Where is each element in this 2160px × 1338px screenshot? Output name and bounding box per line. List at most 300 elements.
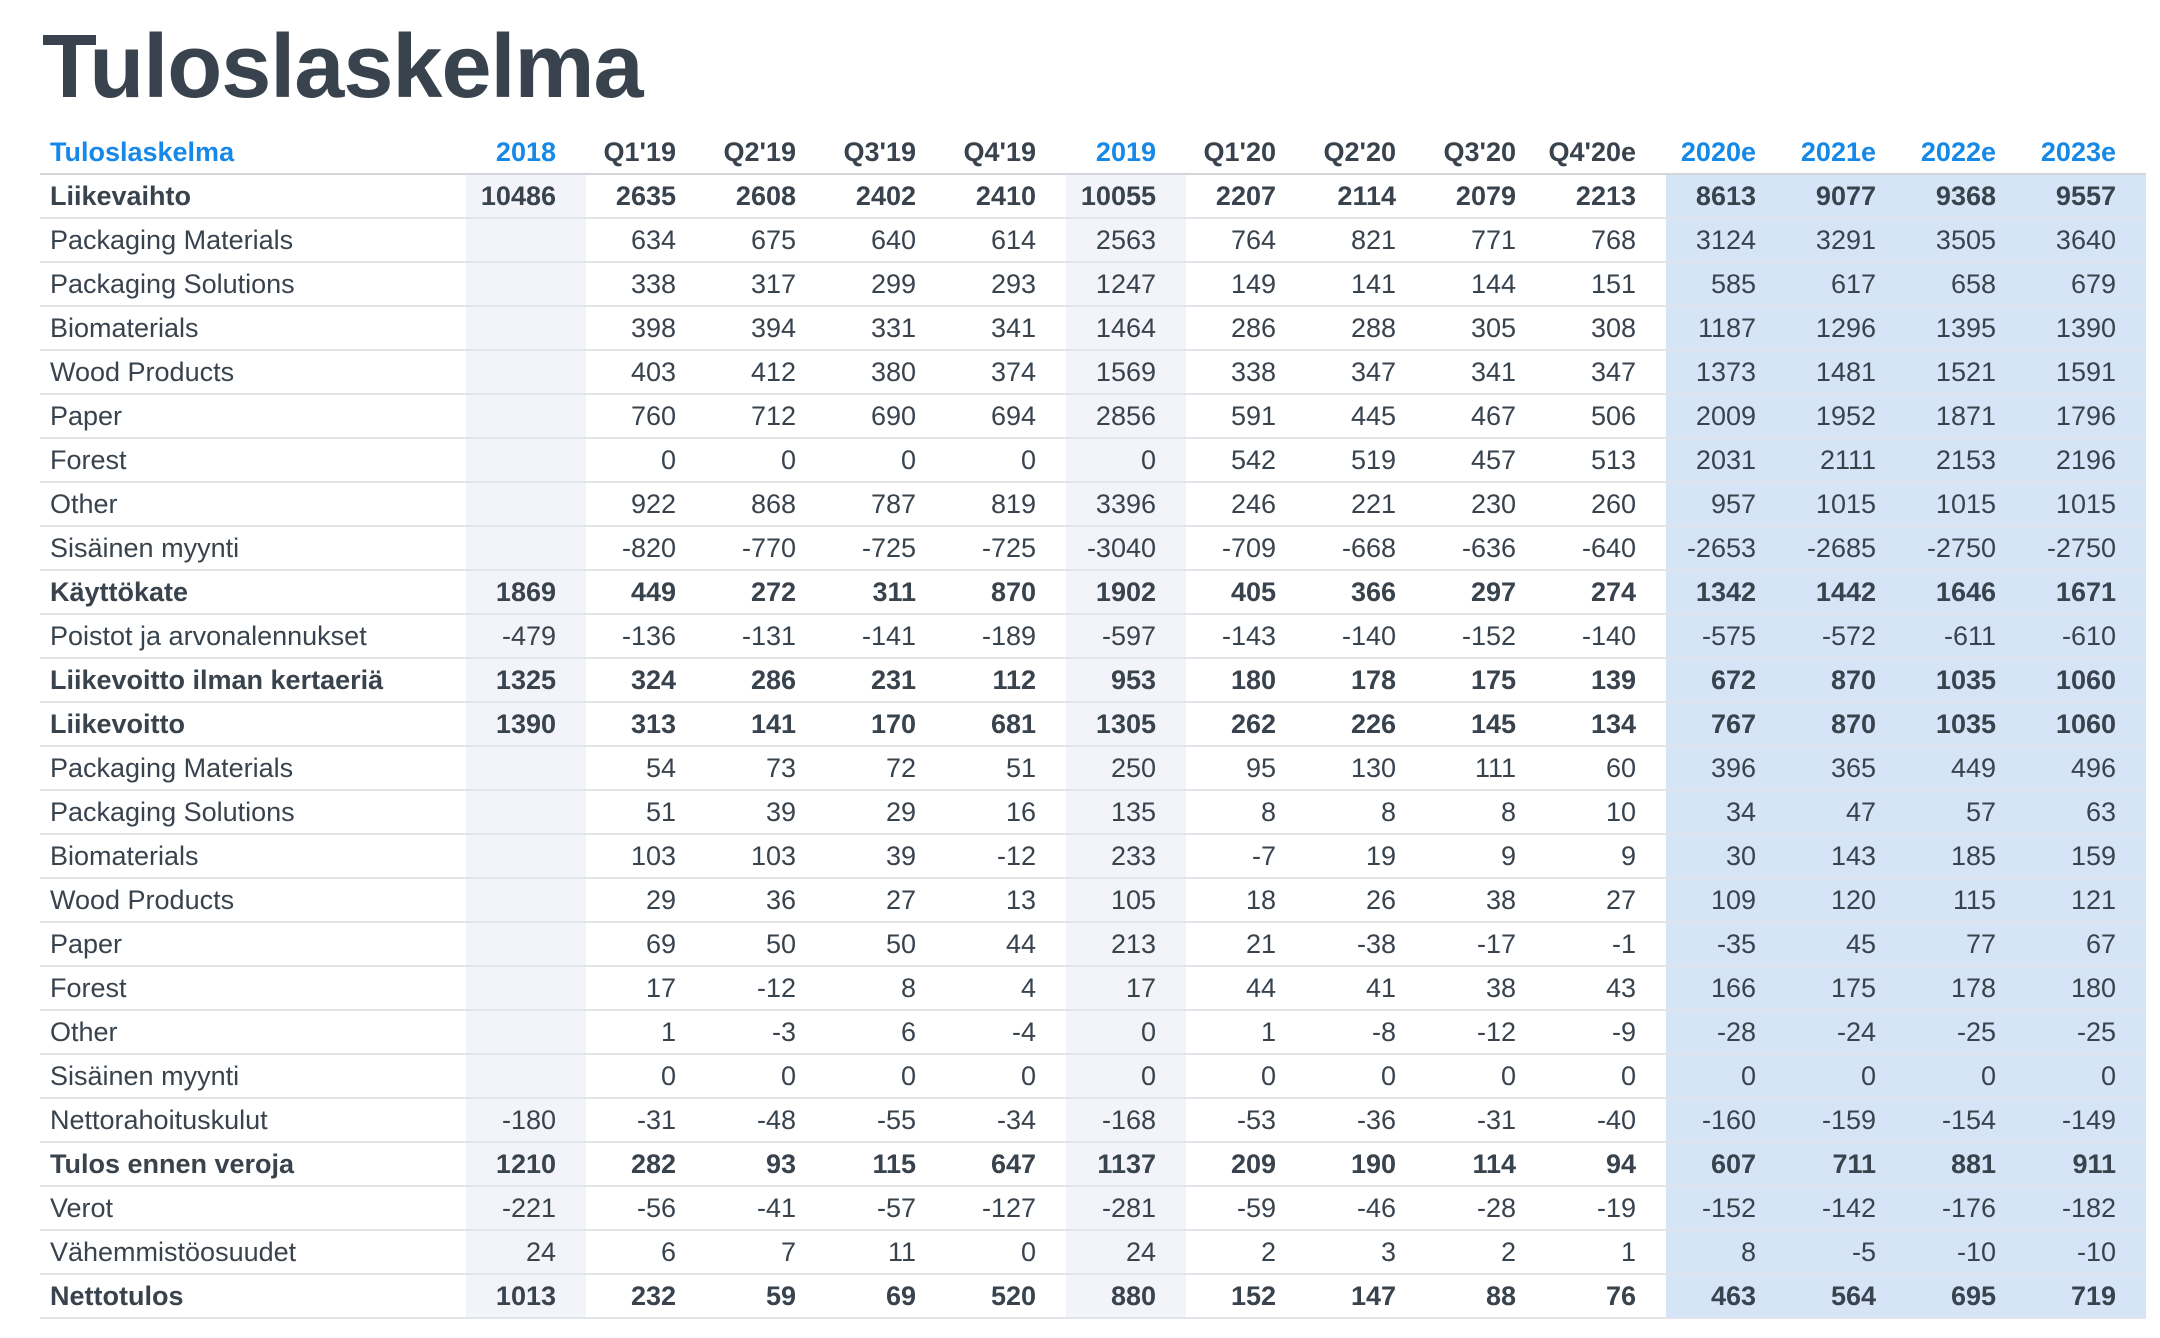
value-cell: 246 — [1186, 482, 1306, 526]
value-cell: 180 — [1186, 658, 1306, 702]
value-cell: 8 — [1426, 790, 1546, 834]
value-cell: 0 — [1666, 1054, 1786, 1098]
value-cell: 88 — [1426, 1274, 1546, 1318]
value-cell: 1646 — [1906, 570, 2026, 614]
value-cell: 672 — [1666, 658, 1786, 702]
value-cell: 178 — [1306, 658, 1426, 702]
value-cell: 868 — [706, 482, 826, 526]
value-cell: 694 — [946, 394, 1066, 438]
row-label: Sisäinen myynti — [40, 526, 466, 570]
value-cell: -28 — [1666, 1010, 1786, 1054]
value-cell: 520 — [946, 1274, 1066, 1318]
value-cell: 1325 — [466, 658, 586, 702]
row-label: Liikevaihto — [40, 174, 466, 218]
value-cell: 1015 — [1906, 482, 2026, 526]
value-cell: 2402 — [826, 174, 946, 218]
value-cell: 617 — [1786, 262, 1906, 306]
value-cell: 44 — [1186, 966, 1306, 1010]
value-cell: -725 — [946, 526, 1066, 570]
value-cell: 115 — [1906, 878, 2026, 922]
column-header: Q1'19 — [586, 131, 706, 174]
value-cell: 286 — [706, 658, 826, 702]
value-cell: 467 — [1426, 394, 1546, 438]
value-cell: 347 — [1306, 350, 1426, 394]
value-cell: -7 — [1186, 834, 1306, 878]
row-label: Tulos ennen veroja — [40, 1142, 466, 1186]
value-cell: 1187 — [1666, 306, 1786, 350]
value-cell: -28 — [1426, 1186, 1546, 1230]
value-cell: -3040 — [1066, 526, 1186, 570]
value-cell: -25 — [2026, 1010, 2146, 1054]
value-cell: 911 — [2026, 1142, 2146, 1186]
value-cell: -154 — [1906, 1098, 2026, 1142]
value-cell: 230 — [1426, 482, 1546, 526]
value-cell: 73 — [706, 746, 826, 790]
value-cell: -2750 — [1906, 526, 2026, 570]
value-cell: -281 — [1066, 1186, 1186, 1230]
row-label: Biomaterials — [40, 306, 466, 350]
table-body — [40, 174, 2146, 1318]
value-cell: 0 — [826, 438, 946, 482]
value-cell: 305 — [1426, 306, 1546, 350]
value-cell: 0 — [946, 438, 1066, 482]
value-cell: 1442 — [1786, 570, 1906, 614]
row-label: Paper — [40, 922, 466, 966]
table-row — [40, 570, 2146, 614]
value-cell: -53 — [1186, 1098, 1306, 1142]
value-cell: 2608 — [706, 174, 826, 218]
row-label: Packaging Materials — [40, 218, 466, 262]
value-cell: 103 — [586, 834, 706, 878]
table-row — [40, 1098, 2146, 1142]
value-cell: 1373 — [1666, 350, 1786, 394]
value-cell: -4 — [946, 1010, 1066, 1054]
value-cell: -152 — [1666, 1186, 1786, 1230]
value-cell: 1569 — [1066, 350, 1186, 394]
value-cell: 47 — [1786, 790, 1906, 834]
value-cell: -1 — [1546, 922, 1666, 966]
value-cell: -142 — [1786, 1186, 1906, 1230]
value-cell: 38 — [1426, 966, 1546, 1010]
value-cell: 1015 — [1786, 482, 1906, 526]
value-cell: -168 — [1066, 1098, 1186, 1142]
value-cell — [466, 218, 586, 262]
table-row — [40, 394, 2146, 438]
value-cell: 226 — [1306, 702, 1426, 746]
value-cell: 449 — [586, 570, 706, 614]
row-label: Liikevoitto — [40, 702, 466, 746]
value-cell: 288 — [1306, 306, 1426, 350]
table-row — [40, 1274, 2146, 1318]
value-cell: 640 — [826, 218, 946, 262]
value-cell: 3505 — [1906, 218, 2026, 262]
value-cell: 1296 — [1786, 306, 1906, 350]
value-cell: 3640 — [2026, 218, 2146, 262]
value-cell: 231 — [826, 658, 946, 702]
value-cell: 38 — [1426, 878, 1546, 922]
income-statement-table — [40, 131, 2146, 1319]
value-cell: 1035 — [1906, 658, 2026, 702]
value-cell: 233 — [1066, 834, 1186, 878]
value-cell: 6 — [586, 1230, 706, 1274]
table-row — [40, 350, 2146, 394]
value-cell: 293 — [946, 262, 1066, 306]
table-row — [40, 306, 2146, 350]
value-cell: 29 — [586, 878, 706, 922]
value-cell: 870 — [946, 570, 1066, 614]
value-cell: 771 — [1426, 218, 1546, 262]
value-cell: -10 — [2026, 1230, 2146, 1274]
value-cell: 690 — [826, 394, 946, 438]
value-cell: 0 — [706, 438, 826, 482]
value-cell: 396 — [1666, 746, 1786, 790]
value-cell: 1060 — [2026, 658, 2146, 702]
value-cell: 1952 — [1786, 394, 1906, 438]
value-cell: 365 — [1786, 746, 1906, 790]
value-cell: 8 — [1186, 790, 1306, 834]
value-cell: 286 — [1186, 306, 1306, 350]
value-cell: 111 — [1426, 746, 1546, 790]
value-cell: -35 — [1666, 922, 1786, 966]
value-cell: 0 — [706, 1054, 826, 1098]
table-row — [40, 702, 2146, 746]
value-cell: 50 — [706, 922, 826, 966]
value-cell: 121 — [2026, 878, 2146, 922]
value-cell: 77 — [1906, 922, 2026, 966]
value-cell: 30 — [1666, 834, 1786, 878]
row-label: Wood Products — [40, 350, 466, 394]
table-row — [40, 1010, 2146, 1054]
value-cell: 821 — [1306, 218, 1426, 262]
value-cell: 9 — [1426, 834, 1546, 878]
value-cell: 1390 — [466, 702, 586, 746]
value-cell: 564 — [1786, 1274, 1906, 1318]
value-cell: -141 — [826, 614, 946, 658]
value-cell: 13 — [946, 878, 1066, 922]
value-cell: 185 — [1906, 834, 2026, 878]
row-label: Vähemmistöosuudet — [40, 1230, 466, 1274]
value-cell: 105 — [1066, 878, 1186, 922]
value-cell: 54 — [586, 746, 706, 790]
value-cell: 1210 — [466, 1142, 586, 1186]
value-cell: 282 — [586, 1142, 706, 1186]
value-cell: 764 — [1186, 218, 1306, 262]
value-cell: -221 — [466, 1186, 586, 1230]
value-cell: 1015 — [2026, 482, 2146, 526]
value-cell: 213 — [1066, 922, 1186, 966]
row-label: Liikevoitto ilman kertaeriä — [40, 658, 466, 702]
value-cell: 311 — [826, 570, 946, 614]
table-row — [40, 878, 2146, 922]
value-cell: 347 — [1546, 350, 1666, 394]
value-cell: 2856 — [1066, 394, 1186, 438]
value-cell: 57 — [1906, 790, 2026, 834]
value-cell: -176 — [1906, 1186, 2026, 1230]
value-cell: 95 — [1186, 746, 1306, 790]
value-cell: 0 — [1306, 1054, 1426, 1098]
table-row — [40, 790, 2146, 834]
value-cell: -140 — [1546, 614, 1666, 658]
value-cell: 768 — [1546, 218, 1666, 262]
row-label: Packaging Solutions — [40, 262, 466, 306]
value-cell: -152 — [1426, 614, 1546, 658]
value-cell: 149 — [1186, 262, 1306, 306]
value-cell: 9368 — [1906, 174, 2026, 218]
value-cell: 405 — [1186, 570, 1306, 614]
value-cell: 10 — [1546, 790, 1666, 834]
value-cell: 2 — [1186, 1230, 1306, 1274]
value-cell: -12 — [706, 966, 826, 1010]
value-cell: 10055 — [1066, 174, 1186, 218]
value-cell: -31 — [1426, 1098, 1546, 1142]
value-cell: 10486 — [466, 174, 586, 218]
value-cell — [466, 790, 586, 834]
value-cell: -668 — [1306, 526, 1426, 570]
table-row — [40, 614, 2146, 658]
row-label: Sisäinen myynti — [40, 1054, 466, 1098]
value-cell: 8 — [1306, 790, 1426, 834]
value-cell: 63 — [2026, 790, 2146, 834]
value-cell: 166 — [1666, 966, 1786, 1010]
value-cell: 2031 — [1666, 438, 1786, 482]
column-header: Q2'20 — [1306, 131, 1426, 174]
value-cell: -55 — [826, 1098, 946, 1142]
value-cell: -575 — [1666, 614, 1786, 658]
table-row — [40, 1054, 2146, 1098]
value-cell: 16 — [946, 790, 1066, 834]
value-cell: 380 — [826, 350, 946, 394]
value-cell — [466, 878, 586, 922]
value-cell: 819 — [946, 482, 1066, 526]
value-cell: 2213 — [1546, 174, 1666, 218]
value-cell: 719 — [2026, 1274, 2146, 1318]
value-cell: -479 — [466, 614, 586, 658]
value-cell: 50 — [826, 922, 946, 966]
value-cell: 331 — [826, 306, 946, 350]
value-cell: 0 — [586, 1054, 706, 1098]
value-cell: 115 — [826, 1142, 946, 1186]
value-cell: -34 — [946, 1098, 1066, 1142]
value-cell: 250 — [1066, 746, 1186, 790]
value-cell: -159 — [1786, 1098, 1906, 1142]
value-cell: 141 — [706, 702, 826, 746]
value-cell: 8 — [1666, 1230, 1786, 1274]
value-cell: 324 — [586, 658, 706, 702]
value-cell — [466, 482, 586, 526]
value-cell: 9557 — [2026, 174, 2146, 218]
value-cell: 2114 — [1306, 174, 1426, 218]
value-cell: 695 — [1906, 1274, 2026, 1318]
value-cell: 0 — [1066, 1010, 1186, 1054]
column-header: 2022e — [1906, 131, 2026, 174]
value-cell: 145 — [1426, 702, 1546, 746]
value-cell: 24 — [466, 1230, 586, 1274]
value-cell: 760 — [586, 394, 706, 438]
value-cell: 9077 — [1786, 174, 1906, 218]
value-cell: 2153 — [1906, 438, 2026, 482]
row-label: Verot — [40, 1186, 466, 1230]
table-row — [40, 1142, 2146, 1186]
value-cell: 178 — [1906, 966, 2026, 1010]
value-cell: 39 — [826, 834, 946, 878]
header-row — [40, 131, 2146, 174]
value-cell: 8 — [826, 966, 946, 1010]
value-cell: 72 — [826, 746, 946, 790]
value-cell: 449 — [1906, 746, 2026, 790]
row-label: Packaging Solutions — [40, 790, 466, 834]
value-cell: -12 — [946, 834, 1066, 878]
value-cell: 18 — [1186, 878, 1306, 922]
value-cell: 366 — [1306, 570, 1426, 614]
value-cell: 1591 — [2026, 350, 2146, 394]
value-cell: 232 — [586, 1274, 706, 1318]
value-cell: 953 — [1066, 658, 1186, 702]
value-cell: 870 — [1786, 702, 1906, 746]
value-cell — [466, 1054, 586, 1098]
value-cell: 262 — [1186, 702, 1306, 746]
value-cell: 130 — [1306, 746, 1426, 790]
value-cell: -725 — [826, 526, 946, 570]
table-row — [40, 438, 2146, 482]
value-cell: 0 — [586, 438, 706, 482]
table-row — [40, 482, 2146, 526]
value-cell: -24 — [1786, 1010, 1906, 1054]
value-cell: -572 — [1786, 614, 1906, 658]
table-row — [40, 1230, 2146, 1274]
value-cell: 297 — [1426, 570, 1546, 614]
value-cell: 274 — [1546, 570, 1666, 614]
value-cell: 338 — [586, 262, 706, 306]
row-label: Other — [40, 1010, 466, 1054]
value-cell: 675 — [706, 218, 826, 262]
value-cell: 0 — [1906, 1054, 2026, 1098]
value-cell: -36 — [1306, 1098, 1426, 1142]
value-cell: 272 — [706, 570, 826, 614]
value-cell: 9 — [1546, 834, 1666, 878]
value-cell: 1035 — [1906, 702, 2026, 746]
value-cell: -127 — [946, 1186, 1066, 1230]
value-cell: 112 — [946, 658, 1066, 702]
value-cell — [466, 526, 586, 570]
value-cell: 2 — [1426, 1230, 1546, 1274]
value-cell: 403 — [586, 350, 706, 394]
table-row — [40, 746, 2146, 790]
table-row — [40, 922, 2146, 966]
value-cell: 59 — [706, 1274, 826, 1318]
value-cell: 60 — [1546, 746, 1666, 790]
row-label: Packaging Materials — [40, 746, 466, 790]
value-cell: 1521 — [1906, 350, 2026, 394]
value-cell — [466, 922, 586, 966]
value-cell: 0 — [1186, 1054, 1306, 1098]
value-cell: 1395 — [1906, 306, 2026, 350]
value-cell: 787 — [826, 482, 946, 526]
table-row — [40, 262, 2146, 306]
value-cell: 19 — [1306, 834, 1426, 878]
value-cell: -611 — [1906, 614, 2026, 658]
value-cell: 43 — [1546, 966, 1666, 1010]
value-cell: 412 — [706, 350, 826, 394]
value-cell: 21 — [1186, 922, 1306, 966]
value-cell: 2009 — [1666, 394, 1786, 438]
value-cell: 445 — [1306, 394, 1426, 438]
value-cell: 2111 — [1786, 438, 1906, 482]
value-cell: 711 — [1786, 1142, 1906, 1186]
value-cell: 394 — [706, 306, 826, 350]
value-cell: 3 — [1306, 1230, 1426, 1274]
value-cell — [466, 394, 586, 438]
value-cell: -2750 — [2026, 526, 2146, 570]
value-cell: 3396 — [1066, 482, 1186, 526]
value-cell: -48 — [706, 1098, 826, 1142]
value-cell: 26 — [1306, 878, 1426, 922]
value-cell: -25 — [1906, 1010, 2026, 1054]
table-row — [40, 658, 2146, 702]
value-cell: 209 — [1186, 1142, 1306, 1186]
value-cell: -189 — [946, 614, 1066, 658]
value-cell: 17 — [586, 966, 706, 1010]
value-cell: -38 — [1306, 922, 1426, 966]
value-cell: 513 — [1546, 438, 1666, 482]
value-cell: -5 — [1786, 1230, 1906, 1274]
value-cell: 506 — [1546, 394, 1666, 438]
value-cell: 27 — [1546, 878, 1666, 922]
value-cell: 922 — [586, 482, 706, 526]
value-cell: 1869 — [466, 570, 586, 614]
table-row — [40, 834, 2146, 878]
value-cell: 0 — [1546, 1054, 1666, 1098]
value-cell: 17 — [1066, 966, 1186, 1010]
value-cell: 27 — [826, 878, 946, 922]
value-cell: 45 — [1786, 922, 1906, 966]
value-cell: 1902 — [1066, 570, 1186, 614]
value-cell: -40 — [1546, 1098, 1666, 1142]
value-cell: 463 — [1666, 1274, 1786, 1318]
value-cell: 120 — [1786, 878, 1906, 922]
value-cell: -636 — [1426, 526, 1546, 570]
value-cell: 8613 — [1666, 174, 1786, 218]
value-cell: 1796 — [2026, 394, 2146, 438]
value-cell: 94 — [1546, 1142, 1666, 1186]
value-cell: 1137 — [1066, 1142, 1186, 1186]
value-cell: 11 — [826, 1230, 946, 1274]
value-cell: 299 — [826, 262, 946, 306]
value-cell: 76 — [1546, 1274, 1666, 1318]
value-cell: 41 — [1306, 966, 1426, 1010]
value-cell: -31 — [586, 1098, 706, 1142]
value-cell: 957 — [1666, 482, 1786, 526]
value-cell: 144 — [1426, 262, 1546, 306]
value-cell: 190 — [1306, 1142, 1426, 1186]
value-cell: 175 — [1426, 658, 1546, 702]
value-cell: 6 — [826, 1010, 946, 1054]
value-cell: -2685 — [1786, 526, 1906, 570]
value-cell: 152 — [1186, 1274, 1306, 1318]
value-cell: 519 — [1306, 438, 1426, 482]
column-header: Q4'20e — [1546, 131, 1666, 174]
value-cell: 2410 — [946, 174, 1066, 218]
value-cell — [466, 834, 586, 878]
value-cell: 591 — [1186, 394, 1306, 438]
value-cell: -820 — [586, 526, 706, 570]
value-cell: -597 — [1066, 614, 1186, 658]
value-cell: 4 — [946, 966, 1066, 1010]
value-cell: 457 — [1426, 438, 1546, 482]
value-cell: -12 — [1426, 1010, 1546, 1054]
value-cell: -10 — [1906, 1230, 2026, 1274]
value-cell: 0 — [1066, 438, 1186, 482]
value-cell: 0 — [946, 1054, 1066, 1098]
